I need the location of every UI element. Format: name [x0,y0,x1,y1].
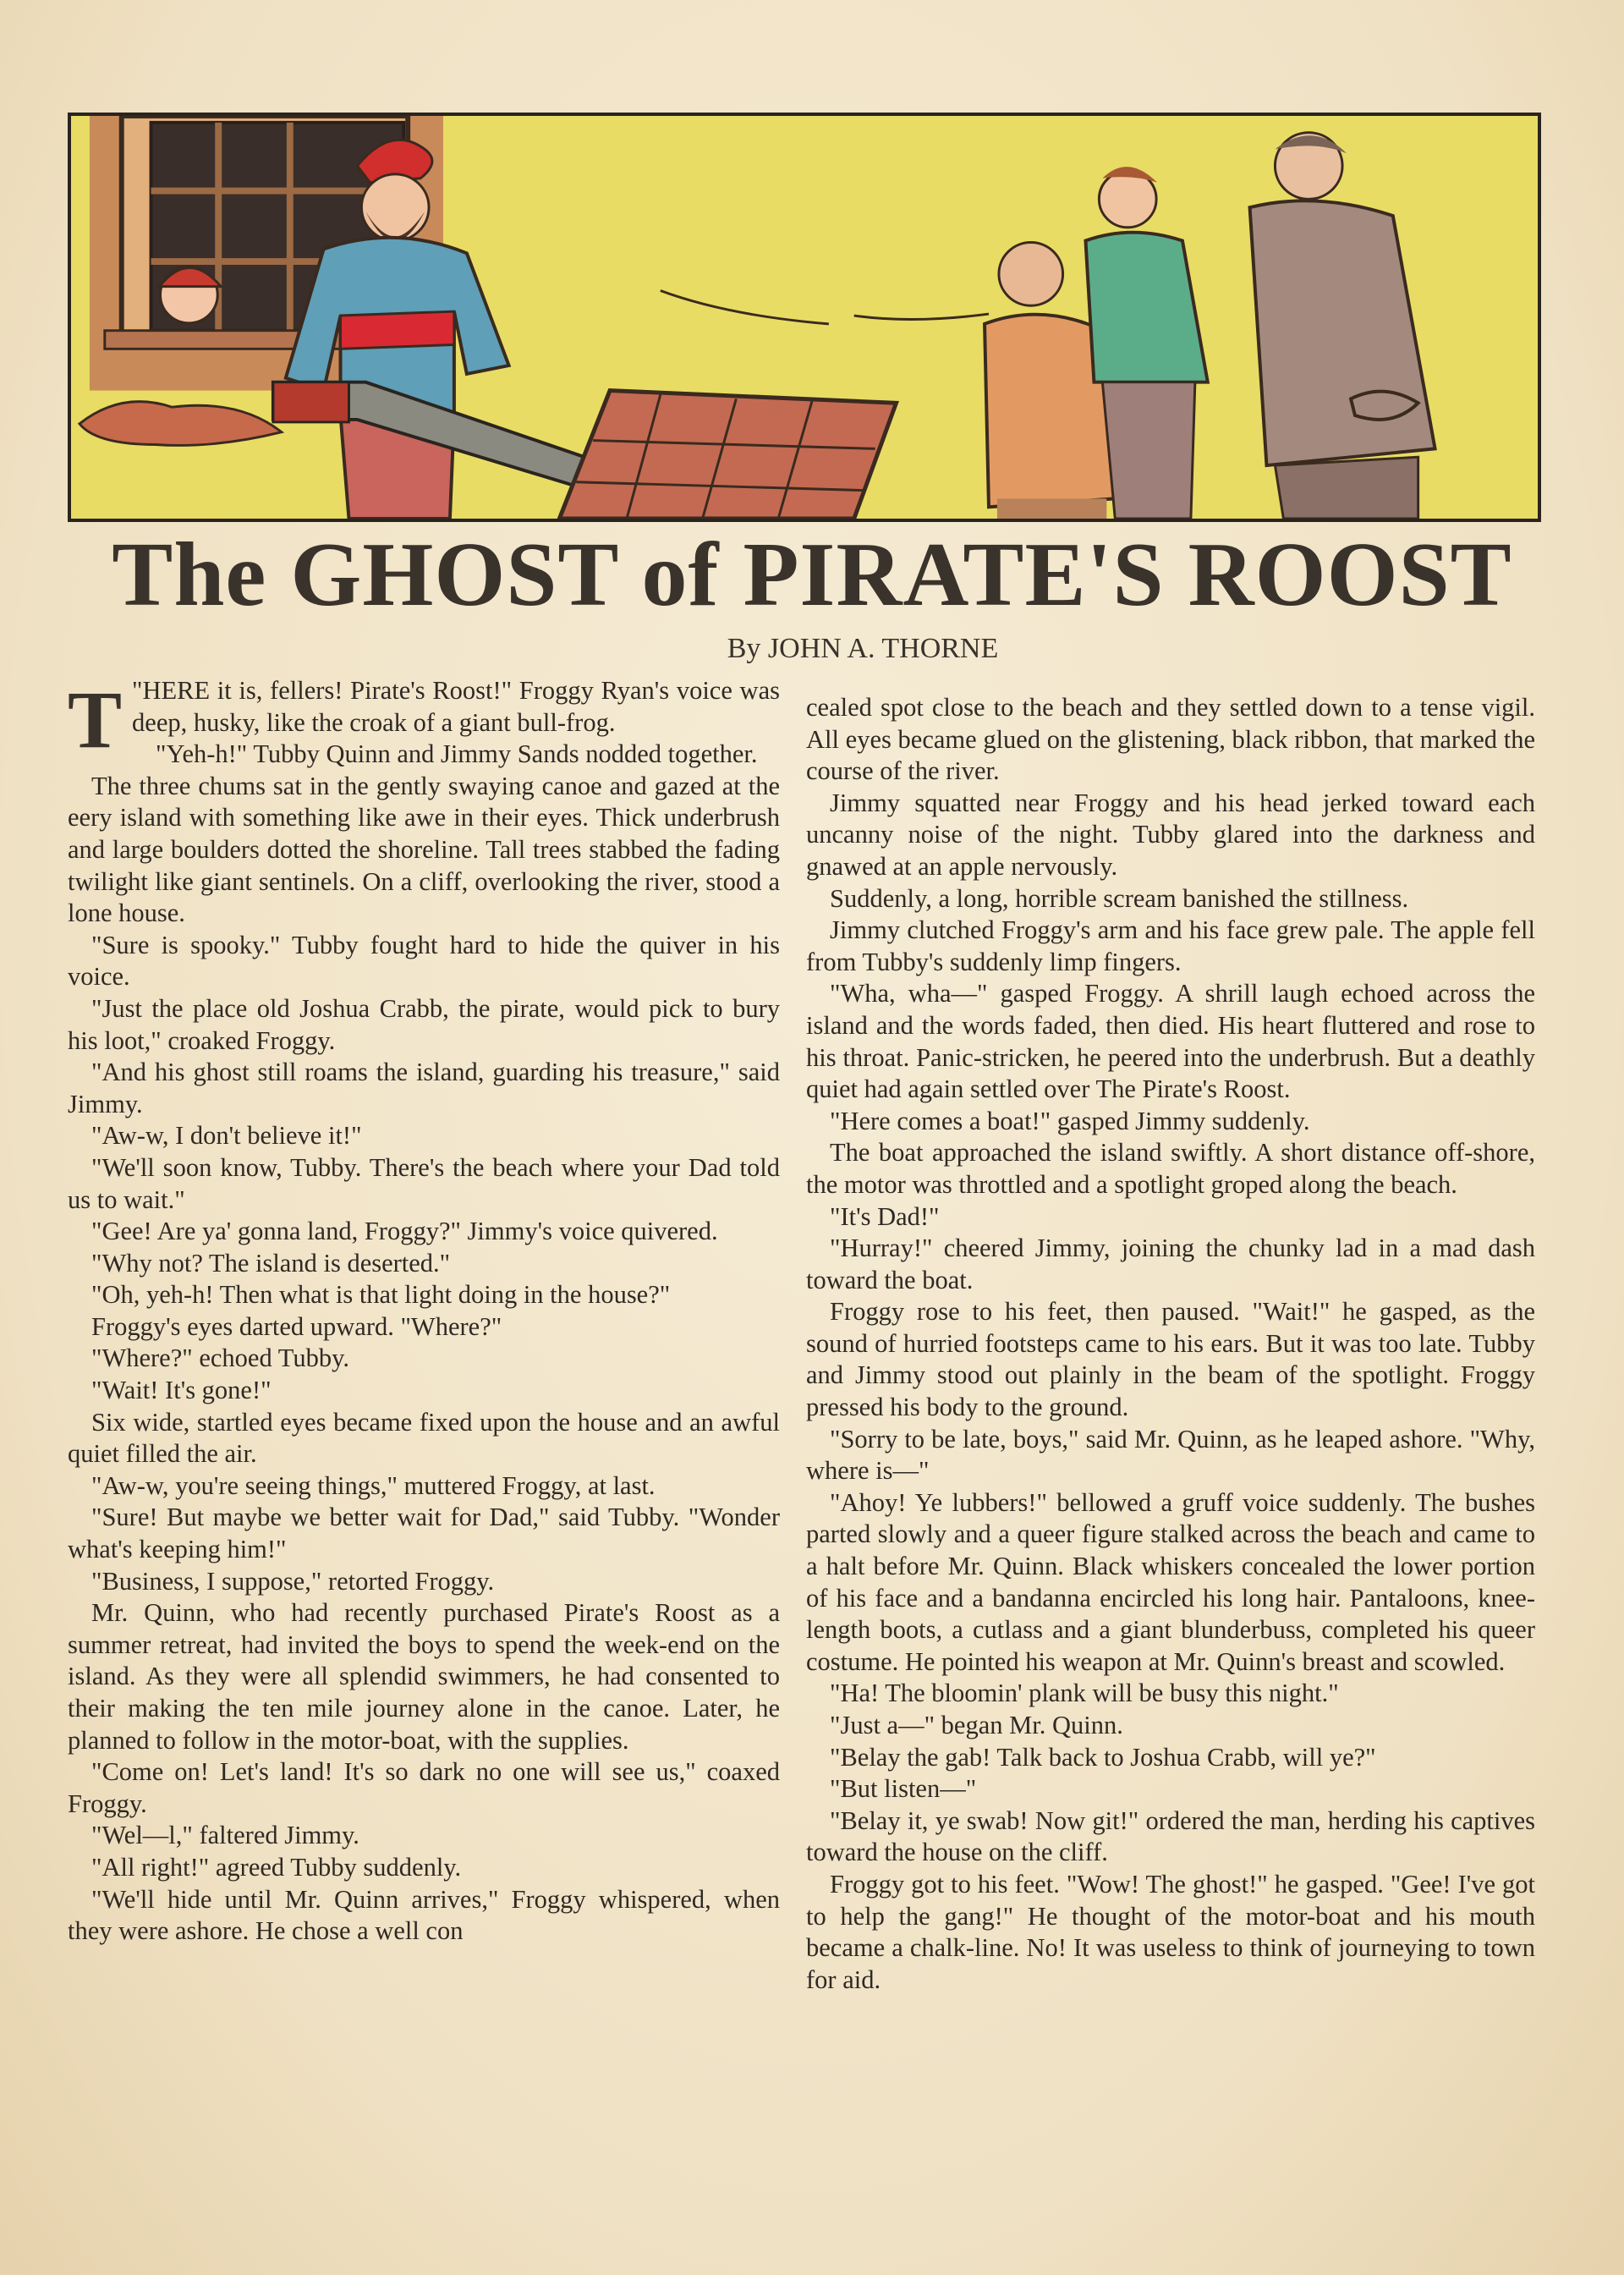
paragraph: "Business, I suppose," retorted Froggy. [91,1566,495,1596]
paragraph: "Wel—l," faltered Jimmy. [91,1821,359,1850]
byline: By JOHN A. THORNE [727,633,999,664]
story-illustration [68,113,1541,522]
paragraph: Froggy rose to his feet, then paused. "Wait!" he gasped, as the sound of hurried footsteps came to his ears. But it was too late. Tubby and Jimmy stood out plainly in the beam of the spotlight. Froggy pressed his body to the ground. [806,1297,1535,1422]
paragraph: Mr. Quinn, who had recently purchased Pirate's Roost as a summer retreat, had invited the boys to spend the week-end on the island. As they were all splendid swimmers, he had consented to their making the ten mile journey alone in the canoe. Later, he planned to follow in the motor-boat, with the supplies. [68,1598,780,1755]
drop-cap: T [68,674,123,765]
paragraph: "All right!" agreed Tubby suddenly. [91,1852,462,1882]
paragraph: Froggy's eyes darted upward. "Where?" [91,1311,502,1341]
paragraph: Suddenly, a long, horrible scream banished the stillness. [830,883,1409,913]
paragraph: "Aw-w, I don't believe it!" [91,1121,362,1151]
paragraph: "Hurray!" cheered Jimmy, joining the chunky lad in a mad dash toward the boat. [806,1234,1535,1294]
paragraph: "Where?" echoed Tubby. [91,1344,349,1373]
paragraph: "Ahoy! Ye lubbers!" bellowed a gruff voice suddenly. The bushes parted slowly and a queer figure stalked across the beach and came to a halt before Mr. Quinn. Black whiskers concealed the lower portion of his face and a bandanna encircled his long hair. Pantaloons, knee-length boots, a cutlass and a giant blunderbuss, completed his queer costume. He pointed his weapon at Mr. Quinn's breast and scowled. [806,1487,1535,1676]
paragraph: "Sure! But maybe we better wait for Dad," said Tubby. "Wonder what's keeping him!" [68,1503,780,1564]
paragraph: "Belay it, ye swab! Now git!" ordered the man, herding his captives toward the house on the cliff. [806,1805,1535,1867]
paragraph: "Yeh-h!" Tubby Quinn and Jimmy Sands nodded together. [156,739,758,769]
paragraph: "We'll soon know, Tubby. There's the beach where your Dad told us to wait." [68,1152,780,1214]
paragraph: "Just the place old Joshua Crabb, the pirate, would pick to bury his loot," croaked Froggy. [68,993,780,1055]
paragraph: "Sorry to be late, boys," said Mr. Quinn, as he leaped ashore. "Why, where is—" [806,1424,1535,1486]
opening-quote: " [132,676,143,705]
paragraph: "Oh, yeh-h! Then what is that light doing in the house?" [91,1280,671,1310]
illustration-drawing [71,116,1538,519]
paragraph: "Aw-w, you're seeing things," muttered Froggy, at last. [91,1470,656,1500]
paragraph: "Gee! Are ya' gonna land, Froggy?" Jimmy's voice quivered. [91,1217,718,1246]
paragraph: cealed spot close to the beach and they settled down to a tense vigil. All eyes became glued on the glistening, black ribbon, that marked the course of the river. [806,693,1535,786]
paragraph: Six wide, startled eyes became fixed upon the house and an awful quiet filled the air. [68,1407,780,1469]
paragraph: "Ha! The bloomin' plank will be busy this night." [830,1679,1339,1708]
right-column [806,692,1535,1996]
paragraph: "Here comes a boat!" gasped Jimmy suddenly. [830,1106,1310,1135]
paragraph: "And his ghost still roams the island, guarding his treasure," said Jimmy. [68,1058,780,1118]
left-column [68,675,780,1948]
paragraph: "Come on! Let's land! It's so dark no one will see us," coaxed Froggy. [68,1757,780,1818]
paragraph: "Belay the gab! Talk back to Joshua Crabb, will ye?" [830,1742,1376,1772]
paragraph: Jimmy squatted near Froggy and his head jerked toward each uncanny noise of the night. Tubby glared into the darkness and gnawed at an apple nervously. [806,788,1535,881]
opening-text: HERE it is, fellers! Pirate's Roost!" Froggy Ryan's voice was deep, husky, like the croak of a giant bull-frog. [132,676,780,737]
story-title: The GHOST of PIRATE'S ROOST [112,525,1512,625]
paragraph: "Wha, wha—" gasped Froggy. A shrill laugh echoed across the island and the words faded, then died. His heart fluttered and rose to his throat. Panic-stricken, he peered into the underbrush. But a deathly quiet had again settled over The Pirate's Roost. [806,979,1535,1104]
paragraph: The boat approached the island swiftly. A short distance off-shore, the motor was throttled and a spotlight groped along the beach. [806,1138,1535,1199]
paragraph: "Sure is spooky." Tubby fought hard to hide the quiver in his voice. [68,930,780,992]
paragraph: "Why not? The island is deserted." [91,1248,451,1278]
paragraph: "Wait! It's gone!" [91,1376,272,1405]
paragraph: "But listen—" [830,1774,977,1804]
paragraph: Froggy got to his feet. "Wow! The ghost!" he gasped. "Gee! I've got to help the gang!" He thought of the motor-boat and his mouth became a chalk-line. No! It was useless to think of journeying to town for aid. [806,1869,1535,1994]
paragraph: "Just a—" began Mr. Quinn. [830,1711,1123,1739]
paragraph: "It's Dad!" [830,1201,940,1231]
paragraph: Jimmy clutched Froggy's arm and his face grew pale. The apple fell from Tubby's suddenly limp fingers. [806,915,1535,976]
paragraph: The three chums sat in the gently swaying canoe and gazed at the eery island with something like awe in their eyes. Thick underbrush and large boulders dotted the shoreline. Tall trees stabbed the fading twilight like giant sentinels. On a cliff, overlooking the river, stood a lone house. [68,771,780,928]
paragraph: "We'll hide until Mr. Quinn arrives," Froggy whispered, when they were ashore. He chose a well con [68,1884,780,1946]
